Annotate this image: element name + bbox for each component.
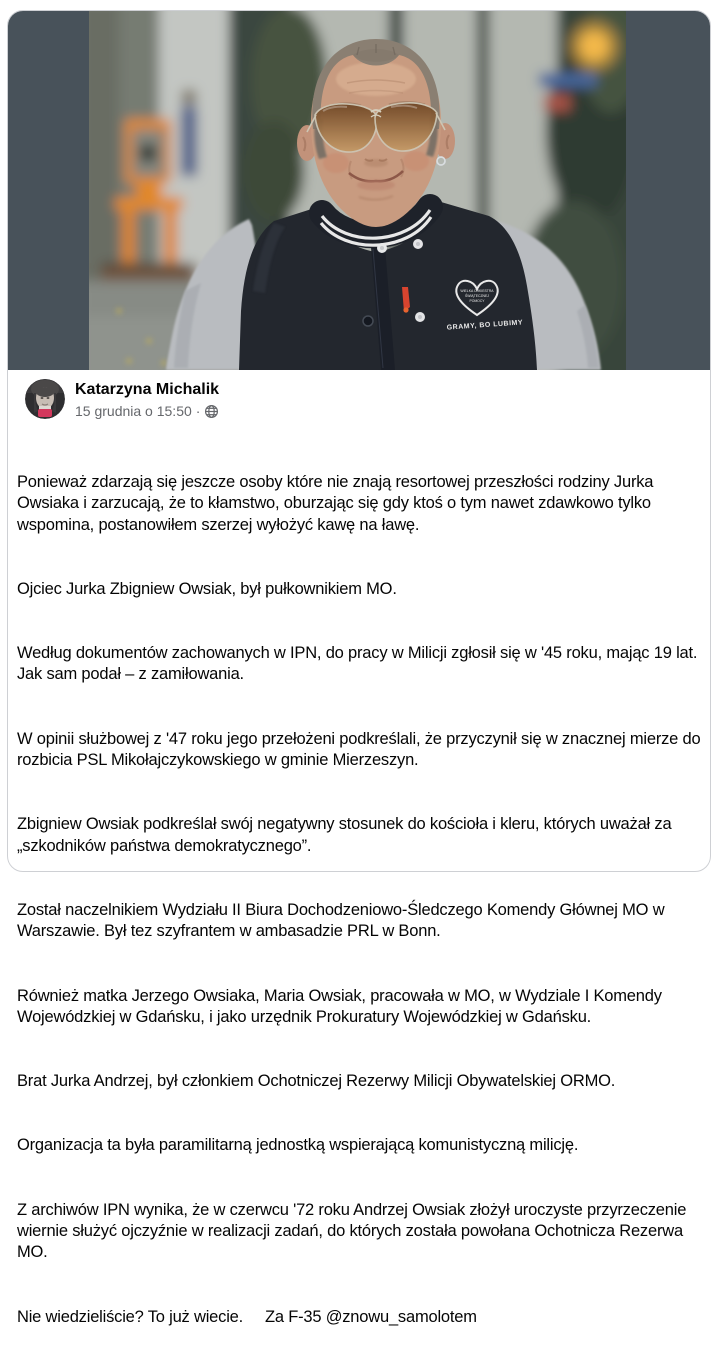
author-name[interactable]: Katarzyna Michalik <box>75 381 220 398</box>
meta-separator: · <box>195 403 201 419</box>
paragraph-ormo: Organizacja ta była paramilitarną jednostką wspierającą komunistyczną milicję. <box>17 1136 579 1155</box>
avatar[interactable] <box>25 379 65 419</box>
heart-logo-text-line2: ŚWIĄTECZNEJ <box>465 294 489 298</box>
header-text <box>75 379 219 420</box>
paragraph-closing: Nie wiedzieliście? To już wiecie. Za F-35 @znowu_samolotem <box>17 1307 477 1326</box>
timestamp[interactable]: 15 grudnia o 15:50 <box>75 403 192 419</box>
paragraph-ipn-documents: Według dokumentów zachowanych w IPN, do pracy w Milicji zgłosił się w '45 roku, mając 19 lat. Jak sam podał – z zamiłowania. <box>17 644 702 684</box>
paragraph-brother: Brat Jurka Andrzej, był członkiem Ochotniczej Rezerwy Milicji Obywatelskiej ORMO. <box>17 1072 616 1091</box>
heart-logo-text-line3: POMOCY <box>469 299 485 303</box>
post-image-section[interactable] <box>8 11 710 370</box>
paragraph-mother: Również matka Jerzego Owsiaka, Maria Owsiak, pracowała w MO, w Wydziale I Komendy Wojewódzkiej w Gdańsku, i jako urzędnik Prokuratury Wojewódzkiej w Gdańsku. <box>17 986 667 1026</box>
facebook-post-card <box>7 10 711 1326</box>
paragraph-oath-72: Z archiwów IPN wynika, że w czerwcu '72 roku Andrzej Owsiak złożył uroczyste przyrzeczenie wiernie służyć ojczyźnie w realizacji zadań, do których została powołana Ochotnicza Rezerwa MO. <box>17 1200 691 1262</box>
post-text <box>8 420 710 1371</box>
avatar-image <box>25 379 65 419</box>
paragraph-father: Ojciec Jurka Zbigniew Owsiak, był pułkownikiem MO. <box>17 579 397 598</box>
post-meta <box>75 402 219 420</box>
heart-logo-text-line1: WIELKA ORKIESTRA <box>460 289 494 293</box>
paragraph-opinion-47: W opinii służbowej z '47 roku jego przełożeni podkreślali, że przyczynił się w znacznej mierze do rozbicia PSL Mikołajczykowskiego w gminie Mierzeszyn. <box>17 729 705 770</box>
paragraph-church-attitude: Zbigniew Owsiak podkreślał swój negatywny stosunek do kościoła i kleru, których uważał za „szkodników państwa demokratycznego”. <box>17 815 676 855</box>
paragraph-intro: Ponieważ zdarzają się jeszcze osoby które nie znają resortowej przeszłości rodziny Jurka Owsiaka i zarzucają, że to kłamstwo, oburzając się gdy ktoś o tym nawet zdawkowo tylko wspomina, postanowiłem szerzej wyłożyć kawę na ławę. <box>17 472 658 534</box>
post-header <box>8 370 710 420</box>
post-photo <box>89 11 626 370</box>
globe-icon <box>204 404 219 419</box>
jacket-caption-text: GRAMY, BO LUBIMY <box>446 319 524 332</box>
paragraph-warsaw-bonn: Został naczelnikiem Wydziału II Biura Dochodzeniowo-Śledczego Komendy Głównej MO w Warszawie. Był tez szyfrantem w ambasadzie PRL w Bonn. <box>17 900 669 941</box>
